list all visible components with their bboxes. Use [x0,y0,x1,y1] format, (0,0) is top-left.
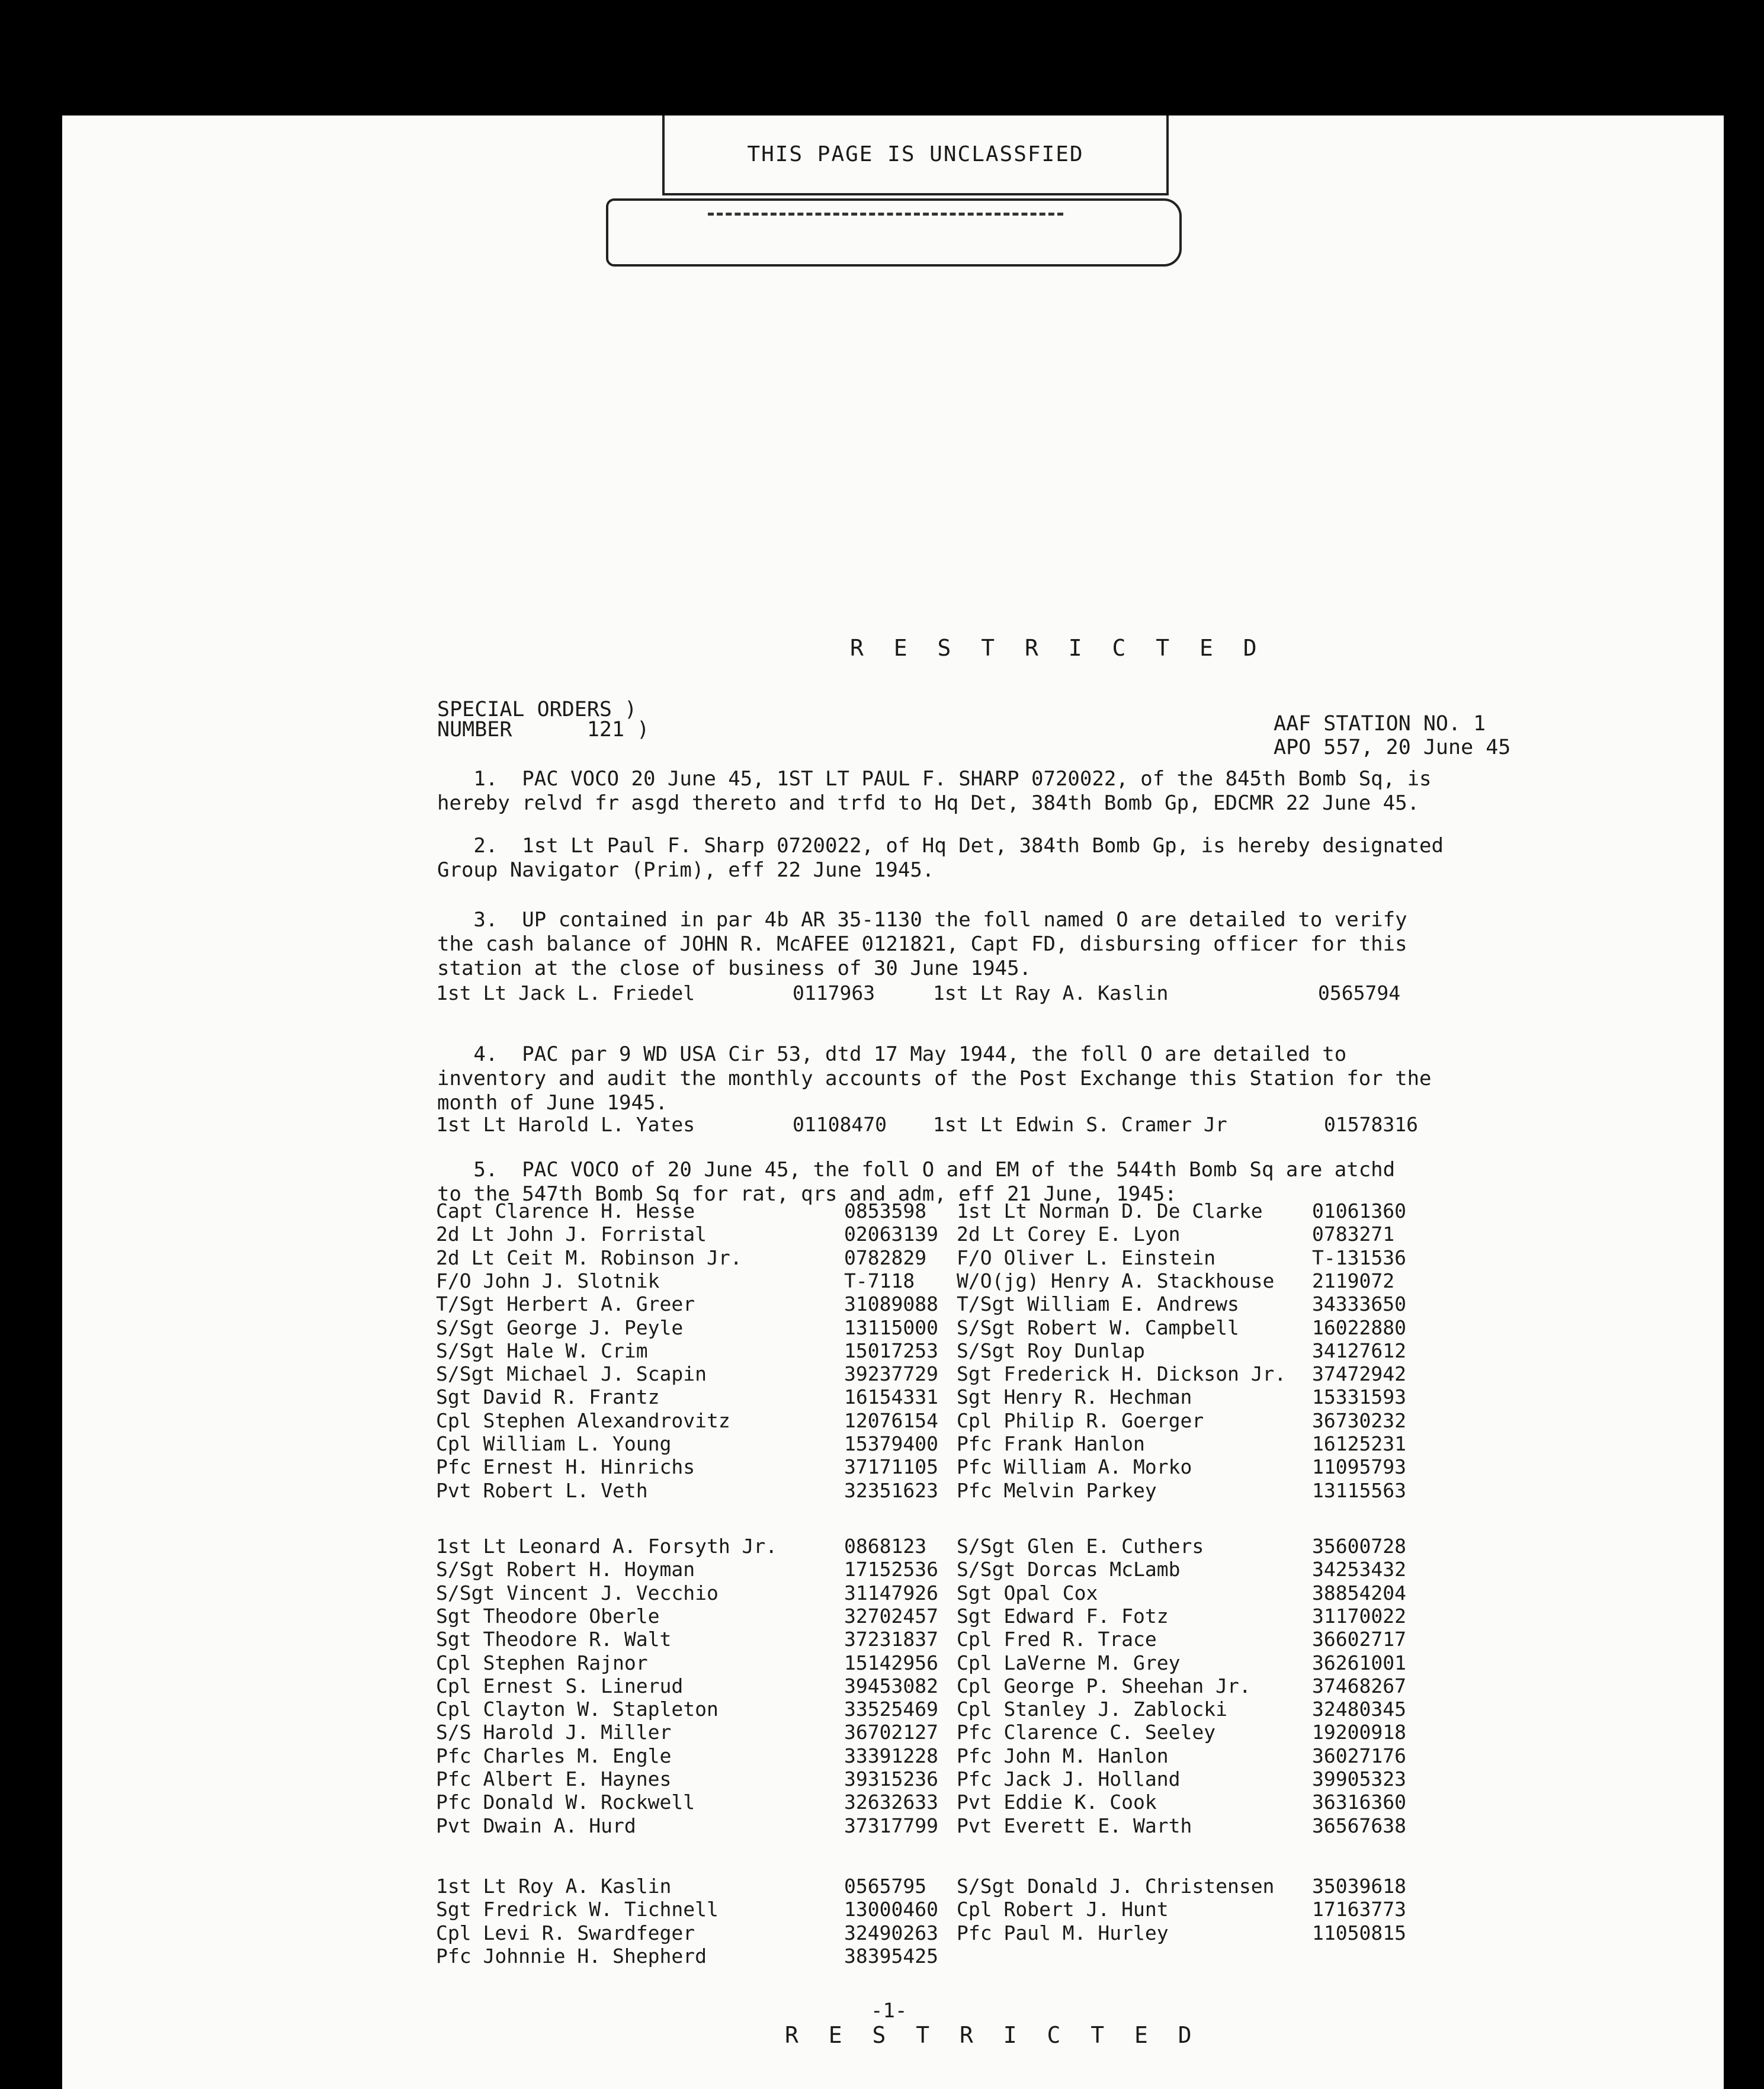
serial-number: 36702127 [844,1721,938,1744]
member-name: Pfc Ernest H. Hinrichs [436,1455,695,1478]
member-name: Pfc Jack J. Holland [957,1767,1181,1790]
roster-row [62,1814,1724,1838]
serial-number: 13000460 [844,1898,938,1921]
member-name: Cpl Philip R. Goerger [957,1409,1204,1432]
member-name: S/Sgt Vincent J. Vecchio [436,1581,719,1605]
member-name: 2d Lt Corey E. Lyon [957,1222,1181,1246]
member-name: Sgt David R. Frantz [436,1385,660,1408]
serial-number: 38395425 [844,1944,938,1968]
roster-row [62,1432,1724,1456]
classification-header: R E S T R I C T E D [850,635,1265,661]
member-name: Sgt Fredrick W. Tichnell [436,1898,719,1921]
roster-row [62,1605,1724,1628]
serial-number: 01578316 [1324,1113,1418,1136]
serial-number: 33525469 [844,1697,938,1721]
serial-number: 19200918 [1312,1721,1406,1744]
roster-row [62,1409,1724,1433]
member-name: Cpl LaVerne M. Grey [957,1651,1181,1674]
orders-title: SPECIAL ORDERS ) [437,698,637,721]
serial-number: 15331593 [1312,1385,1406,1408]
member-name: S/Sgt Roy Dunlap [957,1339,1145,1362]
member-name: Pfc Donald W. Rockwell [436,1790,695,1814]
roster-row [62,1944,1724,1968]
serial-number: 32632633 [844,1790,938,1814]
roster-row [62,1898,1724,1921]
roster-row [62,1558,1724,1581]
top-bar-2 [0,24,1764,36]
member-name: T/Sgt William E. Andrews [957,1292,1239,1315]
member-name: Capt Clarence H. Hesse [436,1199,695,1222]
serial-number: 37468267 [1312,1674,1406,1697]
serial-number: 38854204 [1312,1581,1406,1605]
roster-row [62,1535,1724,1558]
serial-number: 11095793 [1312,1455,1406,1478]
officer-name: 1st Lt Edwin S. Cramer Jr [933,1113,1227,1136]
member-name: S/Sgt Michael J. Scapin [436,1362,707,1385]
serial-number: T-7118 [844,1269,915,1292]
member-name: Cpl Ernest S. Linerud [436,1674,684,1697]
roster-row [62,1697,1724,1721]
serial-number: 0565795 [844,1875,927,1898]
roster-row [62,1292,1724,1316]
roster-row [62,1744,1724,1768]
member-name: S/Sgt Hale W. Crim [436,1339,648,1362]
member-name: Cpl George P. Sheehan Jr. [957,1674,1251,1697]
serial-number: 01061360 [1312,1199,1406,1222]
member-name: Sgt Opal Cox [957,1581,1098,1605]
serial-number: 0853598 [844,1199,927,1222]
serial-number: 0868123 [844,1535,927,1558]
roster-row [62,1362,1724,1386]
officer-name: 1st Lt Harold L. Yates [436,1113,695,1136]
member-name: Pvt Dwain A. Hurd [436,1814,636,1837]
member-name: 2d Lt Ceit M. Robinson Jr. [436,1246,742,1269]
member-name: Pvt Robert L. Veth [436,1479,648,1502]
officer-name: 1st Lt Ray A. Kaslin [933,981,1169,1005]
top-bar [0,0,1764,13]
roster-row [62,1339,1724,1363]
member-name: Pfc Albert E. Haynes [436,1767,672,1790]
member-name: Cpl Robert J. Hunt [957,1898,1169,1921]
document-page [62,115,1724,2089]
serial-number: 39315236 [844,1767,938,1790]
serial-number: 32351623 [844,1479,938,1502]
member-name: T/Sgt Herbert A. Greer [436,1292,695,1315]
station-date: APO 557, 20 June 45 [1274,736,1511,759]
member-name: S/Sgt Robert H. Hoyman [436,1558,695,1581]
roster-row [62,1479,1724,1503]
member-name: Pfc John M. Hanlon [957,1744,1169,1767]
roster-row [62,1721,1724,1744]
paragraph-2: 2. 1st Lt Paul F. Sharp 0720022, of Hq Det, 384th Bomb Gp, is hereby designated Group Navigator (Prim), eff 22 June 1945. [437,834,1444,882]
paragraph-3-names [62,981,1724,1005]
member-name: S/Sgt Glen E. Cuthers [957,1535,1204,1558]
member-name: Pvt Everett E. Warth [957,1814,1192,1837]
station-line: AAF STATION NO. 1 [1274,712,1486,736]
serial-number: 31147926 [844,1581,938,1605]
serial-number: 36602717 [1312,1628,1406,1651]
member-name: S/Sgt Robert W. Campbell [957,1316,1239,1339]
orders-number: NUMBER 121 ) [437,718,650,742]
member-name: W/O(jg) Henry A. Stackhouse [957,1269,1275,1292]
member-name: Pfc Johnnie H. Shepherd [436,1944,707,1968]
member-name: Cpl Stephen Alexandrovitz [436,1409,730,1432]
roster-row [62,1222,1724,1246]
member-name: Sgt Frederick H. Dickson Jr. [957,1362,1287,1385]
paragraph-5: 5. PAC VOCO of 20 June 45, the foll O and EM of the 544th Bomb Sq are atchd to the 547th Bomb Sq for rat, qrs and adm, eff 21 June, 1945: [437,1158,1396,1206]
serial-number: 02063139 [844,1222,938,1246]
roster-row [62,1921,1724,1945]
member-name: Cpl William L. Young [436,1432,672,1455]
member-name: S/Sgt Donald J. Christensen [957,1875,1275,1898]
roster-row [62,1385,1724,1409]
member-name: Sgt Theodore R. Walt [436,1628,672,1651]
member-name: F/O Oliver L. Einstein [957,1246,1216,1269]
serial-number: 36567638 [1312,1814,1406,1837]
member-name: 1st Lt Leonard A. Forsyth Jr. [436,1535,778,1558]
member-name: Sgt Theodore Oberle [436,1605,660,1628]
serial-number: 13115563 [1312,1479,1406,1502]
serial-number: 15017253 [844,1339,938,1362]
paragraph-4-names [62,1113,1724,1137]
serial-number: 36316360 [1312,1790,1406,1814]
serial-number: 37317799 [844,1814,938,1837]
member-name: S/Sgt Dorcas McLamb [957,1558,1181,1581]
special-orders-document [62,115,1724,2089]
serial-number: 36730232 [1312,1409,1406,1432]
serial-number: T-131536 [1312,1246,1406,1269]
member-name: Pfc Charles M. Engle [436,1744,672,1767]
serial-number: 32490263 [844,1921,938,1944]
member-name: Cpl Fred R. Trace [957,1628,1157,1651]
member-name: Sgt Henry R. Hechman [957,1385,1192,1408]
serial-number: 0565794 [1318,981,1401,1005]
roster-row [62,1767,1724,1791]
member-name: Pfc Melvin Parkey [957,1479,1157,1502]
roster-row [62,1199,1724,1223]
serial-number: 37231837 [844,1628,938,1651]
serial-number: 01108470 [793,1113,887,1136]
roster-row [62,1269,1724,1293]
member-name: Pfc Paul M. Hurley [957,1921,1169,1944]
member-name: Pfc William A. Morko [957,1455,1192,1478]
serial-number: 34127612 [1312,1339,1406,1362]
roster-row [62,1316,1724,1340]
member-name: F/O John J. Slotnik [436,1269,660,1292]
serial-number: 31170022 [1312,1605,1406,1628]
member-name: Cpl Stanley J. Zablocki [957,1697,1227,1721]
serial-number: 39237729 [844,1362,938,1385]
member-name: Pfc Clarence C. Seeley [957,1721,1216,1744]
roster-row [62,1674,1724,1698]
serial-number: 37171105 [844,1455,938,1478]
serial-number: 32480345 [1312,1697,1406,1721]
serial-number: 15142956 [844,1651,938,1674]
stamp-text: THIS PAGE IS UNCLASSFIED [747,142,1084,166]
roster-row [62,1581,1724,1605]
serial-number: 31089088 [844,1292,938,1315]
serial-number: 13115000 [844,1316,938,1339]
serial-number: 0783271 [1312,1222,1395,1246]
roster-row [62,1875,1724,1898]
serial-number: 2119072 [1312,1269,1395,1292]
roster-row [62,1628,1724,1651]
serial-number: 34333650 [1312,1292,1406,1315]
roster-row [62,1455,1724,1479]
member-name: Sgt Edward F. Fotz [957,1605,1169,1628]
roster-row [62,1790,1724,1814]
serial-number: 16125231 [1312,1432,1406,1455]
serial-number: 15379400 [844,1432,938,1455]
member-name: Pfc Frank Hanlon [957,1432,1145,1455]
page-number: -1- [871,1999,907,2023]
member-name: 1st Lt Roy A. Kaslin [436,1875,672,1898]
officer-name: 1st Lt Jack L. Friedel [436,981,695,1005]
serial-number: 16154331 [844,1385,938,1408]
member-name: Cpl Stephen Rajnor [436,1651,648,1674]
member-name: 2d Lt John J. Forristal [436,1222,707,1246]
serial-number: 12076154 [844,1409,938,1432]
roster-row [62,1246,1724,1270]
member-name: Cpl Levi R. Swardfeger [436,1921,695,1944]
paragraph-3: 3. UP contained in par 4b AR 35-1130 the foll named O are detailed to verify the cash balance of JOHN R. McAFEE 0121821, Capt FD, disbursing officer for this station at the close of business of 30 June 1945. [437,908,1407,980]
serial-number: 34253432 [1312,1558,1406,1581]
serial-number: 17163773 [1312,1898,1406,1921]
serial-number: 11050815 [1312,1921,1406,1944]
serial-number: 35600728 [1312,1535,1406,1558]
serial-number: 37472942 [1312,1362,1406,1385]
serial-number: 0782829 [844,1246,927,1269]
serial-number: 36261001 [1312,1651,1406,1674]
serial-number: 33391228 [844,1744,938,1767]
roster-row [62,1651,1724,1675]
serial-number: 32702457 [844,1605,938,1628]
member-name: Cpl Clayton W. Stapleton [436,1697,719,1721]
serial-number: 16022880 [1312,1316,1406,1339]
serial-number: 0117963 [793,981,875,1005]
member-name: Pvt Eddie K. Cook [957,1790,1157,1814]
serial-number: 35039618 [1312,1875,1406,1898]
serial-number: 39453082 [844,1674,938,1697]
classification-footer: R E S T R I C T E D [785,2022,1200,2048]
member-name: S/Sgt George J. Peyle [436,1316,684,1339]
serial-number: 39905323 [1312,1767,1406,1790]
member-name: S/S Harold J. Miller [436,1721,672,1744]
serial-number: 36027176 [1312,1744,1406,1767]
member-name: 1st Lt Norman D. De Clarke [957,1199,1263,1222]
paragraph-1: 1. PAC VOCO 20 June 45, 1ST LT PAUL F. SHARP 0720022, of the 845th Bomb Sq, is hereby relvd fr asgd thereto and trfd to Hq Det, 384th Bomb Gp, EDCMR 22 June 45. [437,767,1432,815]
paragraph-4: 4. PAC par 9 WD USA Cir 53, dtd 17 May 1944, the foll O are detailed to inventory and audit the monthly accounts of the Post Exchange this Station for the month of June 1945. [437,1042,1432,1115]
serial-number: 17152536 [844,1558,938,1581]
